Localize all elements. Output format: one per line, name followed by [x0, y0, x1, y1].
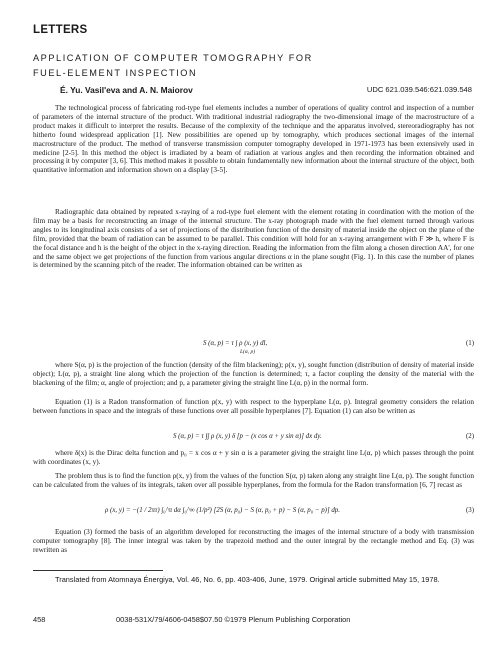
equation-2-expression: S (α, p) = τ ∫∫ ρ (x, y) δ [p − (x cos α + y sin α)] dx dy. — [173, 433, 322, 440]
paragraph-radon: Equation (1) is a Radon transformation of function ρ(x, y) with respect to the hyperplane L(α, p). Integral geometry considers the relation between functions in space and the integrals of these functions over all possible hyperplanes [7]. Equation (1) can also be written as — [33, 398, 474, 415]
copyright-line: 0038-531X/79/4606-0458$07.50 ©1979 Plenum Publishing Corporation — [116, 615, 351, 624]
paragraph-definitions: where S(α, p) is the projection of the function (density of the film blackening); ρ(x, y), sought function (distribution of density of material inside object); L(α, p), a straight line along which the projection of the function is determined; τ, a factor coupling the density of the material with the blackening of the film; α, angle of projection; and p, a parameter giving the straight line L(α, p) in the normal form. — [33, 361, 474, 387]
title-line-2: FUEL-ELEMENT INSPECTION — [33, 68, 198, 78]
paragraph-dirac: where δ(x) is the Dirac delta function and p₀ = x cos α + y sin α is a parameter giving the straight line L(α, p) which passes through the point with coordinates (x, y). — [33, 449, 474, 466]
authors: É. Yu. Vasil'eva and A. N. Maiorov — [60, 85, 193, 95]
equation-2-number: (2) — [465, 433, 474, 440]
equation-1-number: (1) — [465, 340, 474, 347]
equation-1-expression: S (α, p) = τ ∫ ρ (x, y) dl, — [203, 340, 268, 347]
paragraph-intro: The technological process of fabricating rod-type fuel elements includes a number of operations of quality control and inspection of a number of parameters of the internal structure of the product. With traditional industrial radiography the two-dimensional image of the macrostructure of a product makes it difficult to interpret the results. Because of the complexity of the technique and the apparatus involved, stereoradiography has not hitherto found widespread application [1]. New possibilities are opened up by tomography, which produces sectional images of the internal macrostructure of the product. The method of transverse transmission computer tomography developed in 1971-1973 has been extensively used in medicine [2-5]. In this method the object is irradiated by a beam of radiation at various angles and then recording the information obtained and processing it by computer [3, 6]. This method makes it possible to obtain fundamentally new information about the internal structure of the object, both quantitative information and information shown on a display [3-5]. — [33, 104, 474, 175]
equation-1-subscript: L(α, p) — [240, 349, 256, 355]
title-line-1: APPLICATION OF COMPUTER TOMOGRAPHY FOR — [33, 53, 313, 63]
footnote-rule — [33, 570, 163, 571]
paragraph-problem: The problem thus is to find the function ρ(x, y) from the values of the function S(α, p) taken along any straight line L(α, p). The sought function can be calculated from the values of its integrals, taken over all possible hyperplanes, from the formula for the Radon transformation [6, 7] recast as — [33, 472, 474, 489]
paragraph-algorithm: Equation (3) formed the basis of an algorithm developed for reconstructing the images of the internal structure of a body with transmission computer tomography [8]. The inner integral was taken by the trapezoid method and the outer integral by the rectangle method and Eq. (3) was rewritten as — [33, 528, 474, 554]
section-heading: LETTERS — [33, 24, 88, 36]
page-number: 458 — [33, 615, 46, 624]
paragraph-radiographic: Radiographic data obtained by repeated x-raying of a rod-type fuel element with the element rotating in coordination with the motion of the film may be a basis for reconstructing an image of the internal structure. The x-ray photograph made with the fuel element turned through various angles to its longitudinal axis consists of a set of projections of the distribution function of the density of material inside the object on the plane of the film, provided that the beam of radiation can be assumed to be parallel. This condition will hold for an x-raying arrangement with F ≫ h, where F is the focal distance and h is the height of the object in the x-raying direction. Reading the information from the film along a chosen direction AA', for one and the same object we get projections of the function from various angular directions α in the plane sought (Fig. 1). In this case the number of planes is determined by the scanning pitch of the reader. The information obtained can be written as — [33, 208, 474, 270]
equation-3-number: (3) — [465, 507, 474, 514]
equation-3-expression: ρ (x, y) = −(1 / 2πτ) ∫₀^π dα ∫₀^∞ (1/p²) [2S (α, p₀) − S (α, p₀ + p) − S (α, p₀ − p)] dp. — [105, 507, 340, 514]
translation-footnote: Translated from Atomnaya Énergiya, Vol. 46, No. 6, pp. 403-406, June, 1979. Original article submitted May 15, 1978. — [55, 575, 440, 584]
article-title — [33, 51, 473, 81]
udc-code: UDC 621.039.546:621.039.548 — [366, 85, 472, 94]
